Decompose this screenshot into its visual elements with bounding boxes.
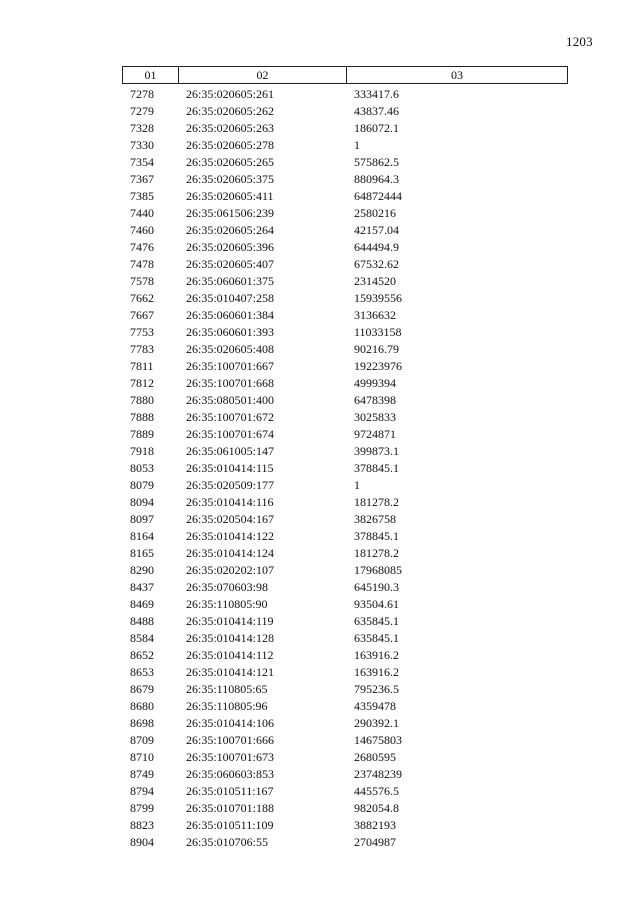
header-col-01: 01 <box>123 67 179 83</box>
table-cell-col-01: 7460 <box>130 223 154 237</box>
table-cell-col-03: 4359478 <box>354 699 396 713</box>
table-cell-col-03: 6478398 <box>354 393 396 407</box>
table-cell-col-01: 7279 <box>130 104 154 118</box>
table-cell-col-02: 26:35:061506:239 <box>186 206 275 220</box>
table-cell-col-01: 7278 <box>130 87 154 101</box>
table-row <box>122 562 568 579</box>
table-cell-col-02: 26:35:070603:98 <box>186 580 269 594</box>
table-row <box>122 460 568 477</box>
table-cell-col-02: 26:35:020605:261 <box>186 87 275 101</box>
table-row <box>122 409 568 426</box>
table-row <box>122 647 568 664</box>
table-cell-col-03: 3025833 <box>354 410 396 424</box>
table-cell-col-03: 2680595 <box>354 750 396 764</box>
table-cell-col-01: 7811 <box>130 359 154 373</box>
table-cell-col-01: 7476 <box>130 240 154 254</box>
table-header <box>122 66 568 84</box>
table-cell-col-02: 26:35:010414:112 <box>186 648 274 662</box>
table-row <box>122 783 568 800</box>
table-cell-col-03: 4999394 <box>354 376 396 390</box>
table-cell-col-02: 26:35:110805:96 <box>186 699 268 713</box>
table-row <box>122 171 568 188</box>
table-cell-col-01: 8799 <box>130 801 154 815</box>
table-cell-col-03: 186072.1 <box>354 121 399 135</box>
table-row <box>122 205 568 222</box>
table-cell-col-01: 7889 <box>130 427 154 441</box>
table-cell-col-01: 7578 <box>130 274 154 288</box>
page-number: 1203 <box>566 34 593 49</box>
table-cell-col-01: 8709 <box>130 733 154 747</box>
table-cell-col-01: 8165 <box>130 546 154 560</box>
table-cell-col-02: 26:35:010414:122 <box>186 529 275 543</box>
table-cell-col-01: 7354 <box>130 155 154 169</box>
table-cell-col-02: 26:35:020509:177 <box>186 478 275 492</box>
table-cell-col-01: 8652 <box>130 648 154 662</box>
table-row <box>122 307 568 324</box>
table-cell-col-03: 3826758 <box>354 512 396 526</box>
table-cell-col-02: 26:35:110805:90 <box>186 597 268 611</box>
table-cell-col-01: 8584 <box>130 631 154 645</box>
table-cell-col-02: 26:35:010511:167 <box>186 784 274 798</box>
table-cell-col-02: 26:35:020605:396 <box>186 240 275 254</box>
table-row <box>122 494 568 511</box>
table-cell-col-01: 7662 <box>130 291 154 305</box>
table-cell-col-03: 9724871 <box>354 427 396 441</box>
table-row <box>122 749 568 766</box>
table-cell-col-03: 67532.62 <box>354 257 399 271</box>
table-cell-col-02: 26:35:100701:672 <box>186 410 275 424</box>
table-cell-col-01: 7328 <box>130 121 154 135</box>
table-cell-col-02: 26:35:020202:107 <box>186 563 275 577</box>
table-body <box>122 86 568 851</box>
table-row <box>122 341 568 358</box>
table-cell-col-01: 8290 <box>130 563 154 577</box>
table-row <box>122 154 568 171</box>
table-cell-col-01: 8710 <box>130 750 154 764</box>
table-cell-col-03: 795236.5 <box>354 682 399 696</box>
table-row <box>122 239 568 256</box>
table-cell-col-02: 26:35:010407:258 <box>186 291 275 305</box>
table-row <box>122 800 568 817</box>
table-row <box>122 477 568 494</box>
table-row <box>122 290 568 307</box>
table-cell-col-01: 8698 <box>130 716 154 730</box>
table-row <box>122 545 568 562</box>
table-cell-col-03: 23748239 <box>354 767 402 781</box>
table-cell-col-01: 8437 <box>130 580 154 594</box>
table-row <box>122 511 568 528</box>
table-cell-col-03: 3136632 <box>354 308 396 322</box>
table-cell-col-02: 26:35:020605:375 <box>186 172 275 186</box>
table-cell-col-03: 14675803 <box>354 733 402 747</box>
table-cell-col-03: 64872444 <box>354 189 402 203</box>
table-cell-col-03: 93504.61 <box>354 597 399 611</box>
table-cell-col-02: 26:35:010414:115 <box>186 461 274 475</box>
table-cell-col-03: 90216.79 <box>354 342 399 356</box>
table-cell-col-03: 163916.2 <box>354 665 399 679</box>
table-row <box>122 732 568 749</box>
data-table <box>122 66 568 851</box>
table-cell-col-02: 26:35:020605:263 <box>186 121 275 135</box>
table-row <box>122 596 568 613</box>
table-row <box>122 664 568 681</box>
table-cell-col-03: 19223976 <box>354 359 402 373</box>
table-cell-col-03: 2704987 <box>354 835 396 849</box>
table-cell-col-02: 26:35:010414:128 <box>186 631 275 645</box>
table-cell-col-03: 15939556 <box>354 291 402 305</box>
table-cell-col-02: 26:35:020504:167 <box>186 512 275 526</box>
table-cell-col-02: 26:35:061005:147 <box>186 444 275 458</box>
table-cell-col-01: 7812 <box>130 376 154 390</box>
table-cell-col-01: 8823 <box>130 818 154 832</box>
header-col-02: 02 <box>179 67 347 83</box>
table-cell-col-03: 378845.1 <box>354 529 399 543</box>
table-row <box>122 443 568 460</box>
table-row <box>122 188 568 205</box>
table-cell-col-01: 8749 <box>130 767 154 781</box>
table-cell-col-03: 1 <box>354 138 360 152</box>
table-row <box>122 766 568 783</box>
table-cell-col-02: 26:35:110805:65 <box>186 682 268 696</box>
table-cell-col-02: 26:35:020605:407 <box>186 257 275 271</box>
table-row <box>122 613 568 630</box>
table-cell-col-01: 8094 <box>130 495 154 509</box>
table-cell-col-01: 7783 <box>130 342 154 356</box>
table-row <box>122 358 568 375</box>
table-cell-col-03: 378845.1 <box>354 461 399 475</box>
table-cell-col-03: 333417.6 <box>354 87 399 101</box>
table-cell-col-03: 2580216 <box>354 206 396 220</box>
header-col-03: 03 <box>451 68 463 82</box>
table-row <box>122 392 568 409</box>
table-row <box>122 86 568 103</box>
table-row <box>122 256 568 273</box>
table-row <box>122 222 568 239</box>
table-row <box>122 681 568 698</box>
table-cell-col-01: 8794 <box>130 784 154 798</box>
table-cell-col-01: 8469 <box>130 597 154 611</box>
table-cell-col-02: 26:35:020605:408 <box>186 342 275 356</box>
table-cell-col-03: 163916.2 <box>354 648 399 662</box>
table-row <box>122 103 568 120</box>
table-cell-col-02: 26:35:060601:393 <box>186 325 275 339</box>
table-row <box>122 698 568 715</box>
table-cell-col-02: 26:35:020605:262 <box>186 104 275 118</box>
table-cell-col-02: 26:35:010414:121 <box>186 665 275 679</box>
table-cell-col-02: 26:35:020605:264 <box>186 223 275 237</box>
table-cell-col-02: 26:35:060603:853 <box>186 767 275 781</box>
table-cell-col-03: 635845.1 <box>354 614 399 628</box>
table-cell-col-02: 26:35:060601:384 <box>186 308 275 322</box>
table-cell-col-02: 26:35:020605:265 <box>186 155 275 169</box>
table-cell-col-01: 8079 <box>130 478 154 492</box>
table-cell-col-03: 1 <box>354 478 360 492</box>
table-cell-col-01: 7888 <box>130 410 154 424</box>
table-row <box>122 715 568 732</box>
table-cell-col-03: 17968085 <box>354 563 402 577</box>
table-row <box>122 528 568 545</box>
table-cell-col-02: 26:35:010414:119 <box>186 614 274 628</box>
table-row <box>122 817 568 834</box>
table-cell-col-02: 26:35:010511:109 <box>186 818 274 832</box>
table-cell-col-03: 43837.46 <box>354 104 399 118</box>
table-cell-col-02: 26:35:010414:116 <box>186 495 274 509</box>
table-cell-col-01: 8679 <box>130 682 154 696</box>
table-cell-col-01: 7880 <box>130 393 154 407</box>
table-cell-col-03: 2314520 <box>354 274 396 288</box>
table-cell-col-03: 181278.2 <box>354 495 399 509</box>
table-cell-col-03: 645190.3 <box>354 580 399 594</box>
table-row <box>122 324 568 341</box>
table-cell-col-03: 644494.9 <box>354 240 399 254</box>
table-cell-col-03: 880964.3 <box>354 172 399 186</box>
table-row <box>122 426 568 443</box>
table-row <box>122 137 568 154</box>
table-cell-col-01: 7478 <box>130 257 154 271</box>
table-cell-col-01: 7367 <box>130 172 154 186</box>
table-cell-col-01: 8680 <box>130 699 154 713</box>
table-cell-col-02: 26:35:020605:411 <box>186 189 274 203</box>
table-row <box>122 630 568 647</box>
table-cell-col-03: 635845.1 <box>354 631 399 645</box>
table-cell-col-03: 42157.04 <box>354 223 399 237</box>
table-cell-col-02: 26:35:060601:375 <box>186 274 275 288</box>
table-cell-col-01: 8053 <box>130 461 154 475</box>
table-cell-col-01: 8653 <box>130 665 154 679</box>
table-cell-col-02: 26:35:080501:400 <box>186 393 275 407</box>
table-cell-col-01: 8488 <box>130 614 154 628</box>
table-cell-col-01: 7753 <box>130 325 154 339</box>
table-cell-col-01: 7385 <box>130 189 154 203</box>
table-cell-col-03: 290392.1 <box>354 716 399 730</box>
table-cell-col-03: 445576.5 <box>354 784 399 798</box>
table-cell-col-03: 399873.1 <box>354 444 399 458</box>
table-cell-col-03: 181278.2 <box>354 546 399 560</box>
table-cell-col-01: 7918 <box>130 444 154 458</box>
table-cell-col-02: 26:35:020605:278 <box>186 138 275 152</box>
table-cell-col-02: 26:35:010414:106 <box>186 716 275 730</box>
table-cell-col-02: 26:35:100701:666 <box>186 733 275 747</box>
table-cell-col-03: 575862.5 <box>354 155 399 169</box>
table-cell-col-01: 8097 <box>130 512 154 526</box>
table-row <box>122 834 568 851</box>
table-cell-col-02: 26:35:100701:667 <box>186 359 275 373</box>
table-row <box>122 375 568 392</box>
table-cell-col-01: 7440 <box>130 206 154 220</box>
table-cell-col-03: 11033158 <box>354 325 402 339</box>
table-cell-col-01: 7330 <box>130 138 154 152</box>
table-cell-col-02: 26:35:010706:55 <box>186 835 269 849</box>
table-cell-col-01: 7667 <box>130 308 154 322</box>
table-cell-col-02: 26:35:100701:674 <box>186 427 275 441</box>
table-cell-col-02: 26:35:010414:124 <box>186 546 275 560</box>
table-cell-col-01: 8164 <box>130 529 154 543</box>
table-cell-col-02: 26:35:010701:188 <box>186 801 275 815</box>
table-row <box>122 120 568 137</box>
table-cell-col-01: 8904 <box>130 835 154 849</box>
table-cell-col-03: 982054.8 <box>354 801 399 815</box>
table-cell-col-03: 3882193 <box>354 818 396 832</box>
table-row <box>122 273 568 290</box>
table-cell-col-02: 26:35:100701:673 <box>186 750 275 764</box>
table-cell-col-02: 26:35:100701:668 <box>186 376 275 390</box>
table-row <box>122 579 568 596</box>
